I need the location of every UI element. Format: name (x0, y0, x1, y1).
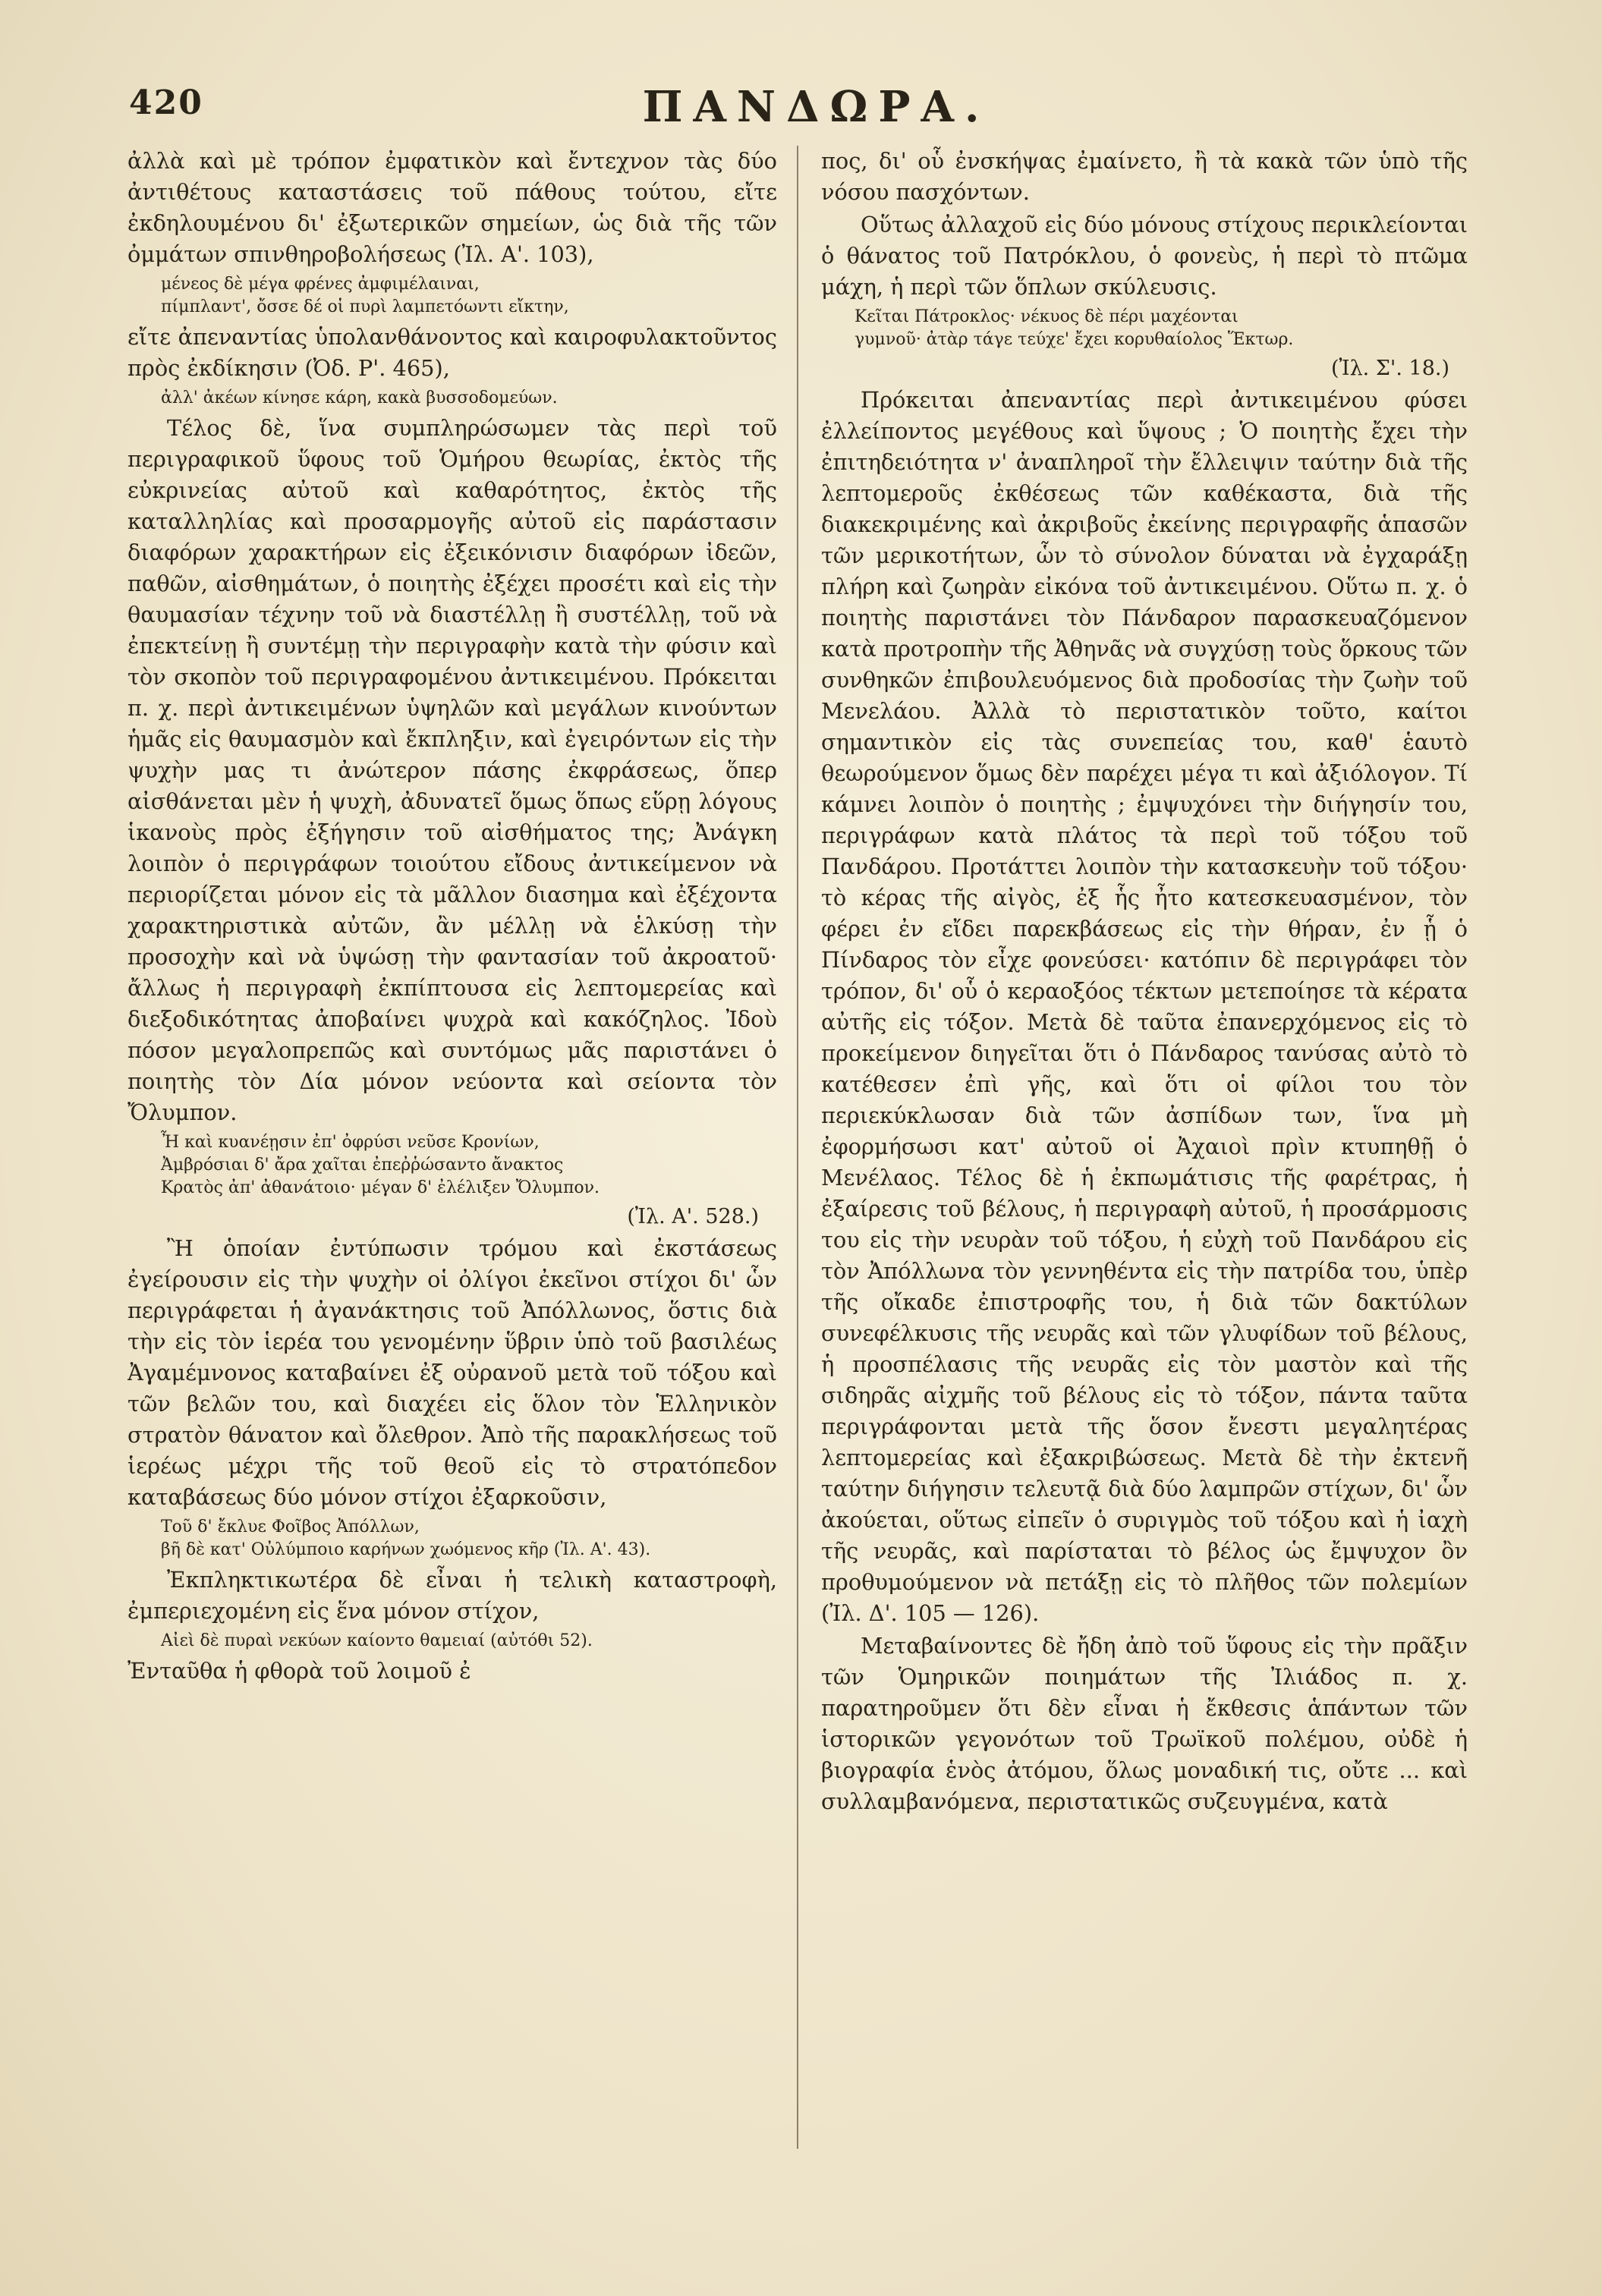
paragraph: Οὕτως ἀλλαχοῦ εἰς δύο μόνους στίχους περικλείονται ὁ θάνατος τοῦ Πατρόκλου, ὁ φονεὺς, ἡ περὶ τὸ πτῶμα μάχη, ἡ περὶ τῶν ὅπλων σκύλευσις. (821, 212, 1468, 300)
page-number: 420 (129, 83, 203, 122)
verse-quote (161, 1516, 777, 1562)
paragraph: πος, δι' οὗ ἐνσκήψας ἐμαίνετο, ἢ τὰ κακὰ τῶν ὑπὸ τῆς νόσου πασχόντων. (821, 148, 1468, 205)
paragraph: Μεταβαίνοντες δὲ ἤδη ἀπὸ τοῦ ὕφους εἰς τὴν πρᾶξιν τῶν Ὁμηρικῶν ποιημάτων τῆς Ἰλιάδος π. χ. παρατηροῦμεν ὅτι δὲν εἶναι ἡ ἔκθεσις ἁπάντων τῶν ἱστορικῶν γεγονότων τοῦ Τρωϊκοῦ πολέμου, οὐδὲ ἡ βιογραφία ἑνὸς ἀτόμου, ὅλως μοναδική τις, οὔτε ... καὶ συλλαμβανόμενα, περιστατικῶς συζευγμένα, κατὰ (821, 1633, 1468, 1814)
paragraph: Ἢ ὁποίαν ἐντύπωσιν τρόμου καὶ ἐκστάσεως ἐγείρουσιν εἰς τὴν ψυχὴν οἱ ὀλίγοι ἐκεῖνοι στίχοι δι' ὧν περιγράφεται ἡ ἀγανάκτησις τοῦ Ἀπόλλωνος, ὅστις διὰ τὴν εἰς τὸν ἱερέα του γενομένην ὕβριν ὑπὸ τοῦ βασιλέως Ἀγαμέμνονος καταβαίνει ἐξ οὐρανοῦ μετὰ τοῦ τόξου καὶ τῶν βελῶν του, καὶ διαχέει εἰς ὅλον τὸν Ἑλληνικὸν στρατὸν θάνατον καὶ ὄλεθρον. Ἀπὸ τῆς παρακλήσεως τοῦ ἱερέως μέχρι τῆς τοῦ θεοῦ εἰς τὸ στρατόπεδον καταβάσεως δύο μόνον στίχοι ἐξαρκοῦσιν, (127, 1235, 777, 1510)
verse-line: Τοῦ δ' ἔκλυε Φοῖβος Ἀπόλλων, (161, 1518, 420, 1536)
verse-line: Ἦ καὶ κυανέῃσιν ἐπ' ὀφρύσι νεῦσε Κρονίων, (161, 1133, 540, 1152)
paragraph: ἀλλὰ καὶ μὲ τρόπον ἐμφατικὸν καὶ ἔντεχνον τὰς δύο ἀντιθέτους καταστάσεις τοῦ πάθους τούτου, εἴτε ἐκδηλουμένου δι' ἐξωτερικῶν σημείων, ὡς διὰ τῆς τῶν ὀμμάτων σπινθηροβολήσεως (Ἰλ. Α'. 103), (127, 148, 777, 267)
verse-line: πίμπλαντ', ὄσσε δέ οἱ πυρὶ λαμπετόωντι εἴκτην, (161, 297, 569, 316)
verse-line: γυμνοῦ· ἀτὰρ τάγε τεύχε' ἔχει κορυθαίολος Ἕκτωρ. (855, 330, 1294, 349)
verse-line: Κρατὸς ἀπ' ἀθανάτοιο· μέγαν δ' ἐλέλιξεν Ὄλυμπον. (161, 1178, 600, 1197)
right-column (821, 146, 1468, 2179)
verse-line: μένεος δὲ μέγα φρένες ἀμφιμέλαιναι, (161, 275, 480, 294)
paragraph: Ἐκπληκτικωτέρα δὲ εἶναι ἡ τελικὴ καταστροφὴ, ἐμπεριεχομένη εἰς ἕνα μόνον στίχον, (127, 1567, 777, 1624)
citation: (Ἰλ. Α'. 528.) (627, 1205, 759, 1228)
page-header (121, 76, 1511, 144)
verse-line: Κεῖται Πάτροκλος· νέκυος δὲ πέρι μαχέονται (855, 307, 1238, 326)
paragraph: Πρόκειται ἀπεναντίας περὶ ἀντικειμένου φύσει ἐλλείποντος μεγέθους καὶ ὕψους ; Ὁ ποιητὴς ἔχει τὴν ἐπιτηδειότητα ν' ἀναπληροῖ τὴν ἔλλειψιν ταύτην διὰ τῆς λεπτομεροῦς ἐκθέσεως τῶν καθέκαστα, διὰ τῆς διακεκριμένης καὶ ἀκριβοῦς ἐκείνης περιγραφῆς ἁπασῶν τῶν μερικοτήτων, ὧν τὸ σύνολον δύναται νὰ ἐγχαράξῃ πλήρη καὶ ζωηρὰν εἰκόνα τοῦ ἀντικειμένου. Οὕτω π. χ. ὁ ποιητὴς παριστάνει τὸν Πάνδαρον παρασκευαζόμενον κατὰ προτροπὴν τῆς Ἀθηνᾶς νὰ συγχύσῃ τοὺς ὅρκους τῶν συνθηκῶν ἐπιβουλευόμενος διὰ προδοσίας τὴν ζωὴν τοῦ Μενελάου. Ἀλλὰ τὸ περιστατικὸν τοῦτο, καίτοι σημαντικὸν εἰς τὰς συνεπείας του, καθ' ἑαυτὸ θεωρούμενον ὅμως δὲν παρέχει μέγα τι καὶ ἀξιόλογον. Τί κάμνει λοιπὸν ὁ ποιητὴς ; ἐμψυχόνει τὴν διήγησίν του, περιγράφων κατὰ πλάτος τὰ περὶ τοῦ τόξου τοῦ Πανδάρου. Προτάττει λοιπὸν τὴν κατασκευὴν τοῦ τόξου· τὸ κέρας τῆς αἰγὸς, ἐξ ἧς ἦτο κατεσκευασμένον, τὸν φέρει ἐν εἴδει παρεκβάσεως εἰς τὴν θήραν, ἐν ᾗ ὁ Πίνδαρος τὸν εἶχε φονεύσει· κατόπιν δὲ περιγράφει τὸν τρόπον, δι' οὗ ὁ κεραοξόος τέκτων μετεποίησε τὰ κέρατα αὐτῆς εἰς τόξον. Μετὰ δὲ ταῦτα ἐπανερχόμενος εἰς τὸ προκείμενον διηγεῖται ὅτι ὁ Πάνδαρος τανύσας αὐτὸ τὸ κατέθεσεν ἐπὶ γῆς, καὶ ὅτι οἱ φίλοι του τὸν περιεκύκλωσαν διὰ τῶν ἀσπίδων των, ἵνα μὴ ἐφορμήσωσι κατ' αὐτοῦ οἱ Ἀχαιοὶ πρὶν κτυπηθῇ ὁ Μενέλαος. Τέλος δὲ ἡ ἐκπωμάτισις τῆς φαρέτρας, ἡ ἐξαίρεσις τοῦ βέλους, ἡ περιγραφὴ αὐτοῦ, ἡ προσάρμοσις του εἰς τὴν νευρὰν τοῦ τόξου, ἡ εὐχὴ τοῦ Πανδάρου εἰς τὸν Ἀπόλλωνα τὸν γεννηθέντα εἰς τὴν πατρίδα του, ὑπὲρ τῆς οἴκαδε ἐπιστροφῆς του, ἡ διὰ τῶν δακτύλων συνεφέλκυσις τῆς νευρᾶς καὶ τῶν γλυφίδων τοῦ βέλους, ἡ προσπέλασις τῆς νευρᾶς εἰς τὸν μαστὸν καὶ τῆς σιδηρᾶς αἰχμῆς τοῦ βέλους εἰς τὸ τόξον, πάντα ταῦτα περιγράφονται μετὰ τῆς ὅσον ἔνεστι μεγαλητέρας λεπτομερείας καὶ ἐξακριβώσεως. Μετὰ δὲ τὴν ἐκτενῆ ταύτην διήγησιν τελευτᾷ διὰ δύο λαμπρῶν στίχων, δι' ὧν ἀκούεται, οὕτως εἰπεῖν ὁ συριγμὸς τοῦ τόξου καὶ ἡ ἰαχὴ τῆς νευρᾶς, καὶ παρίσταται τὸ βέλος ὡς ἔμψυχον ὂν προθυμούμενον νὰ πετάξῃ εἰς τὸ πλῆθος τῶν πολεμίων (Ἰλ. Δ'. 105 — 126). (821, 387, 1468, 1626)
verse-quote (855, 306, 1468, 351)
left-column (127, 146, 777, 2179)
verse-quote (161, 1131, 777, 1200)
verse-line: Αἰεὶ δὲ πυραὶ νεκύων καίοντο θαμειαί (αὐτόθι 52). (161, 1631, 593, 1650)
citation: (Ἰλ. Σ'. 18.) (1330, 357, 1449, 380)
verse-line: Ἀμβρόσιαι δ' ἄρα χαῖται ἐπεῤῥώσαντο ἄνακτος (161, 1156, 564, 1175)
paragraph: Ἐνταῦθα ἡ φθορὰ τοῦ λοιμοῦ ἐ (127, 1658, 471, 1684)
column-divider (797, 146, 798, 2149)
paragraph: Τέλος δὲ, ἵνα συμπληρώσωμεν τὰς περὶ τοῦ περιγραφικοῦ ὕφους τοῦ Ὁμήρου θεωρίας, ἐκτὸς τῆς εὐκρινείας αὐτοῦ καὶ καθαρότητος, ἐκτὸς τῆς καταλληλίας καὶ προσαρμογῆς αὐτοῦ εἰς παράστασιν διαφόρων χαρακτήρων εἰς ἐξεικόνισιν διαφόρων ἰδεῶν, παθῶν, αἰσθημάτων, ὁ ποιητὴς ἐξέχει προσέτι καὶ εἰς τὴν θαυμασίαν τέχνην τοῦ νὰ διαστέλλῃ ἢ συστέλλῃ, τοῦ νὰ ἐπεκτείνῃ ἢ συντέμῃ τὴν περιγραφὴν κατὰ τὴν φύσιν καὶ τὸν σκοπὸν τοῦ περιγραφομένου ἀντικειμένου. Πρόκειται π. χ. περὶ ἀντικειμένων ὑψηλῶν καὶ μεγάλων κινούντων ἡμᾶς εἰς θαυμασμὸν καὶ ἔκπληξιν, καὶ ἐγειρόντων εἰς τὴν ψυχὴν μας τι ἀνώτερον πάσης ἐκφράσεως, ὅπερ αἰσθάνεται μὲν ἡ ψυχὴ, ἀδυνατεῖ ὅμως ὅπως εὕρῃ λόγους ἱκανοὺς πρὸς ἐξήγησιν τοῦ αἰσθήματος της; Ἀνάγκη λοιπὸν ὁ περιγράφων τοιούτου εἴδους ἀντικείμενον νὰ περιορίζεται μόνον εἰς τὰ μᾶλλον διασημα καὶ ἐξέχοντα χαρακτηριστικὰ αὐτῶν, ἂν μέλλῃ νὰ ἑλκύσῃ τὴν προσοχὴν καὶ νὰ ὑψώσῃ τὴν φαντασίαν τοῦ ἀκροατοῦ· ἄλλως ἡ περιγραφὴ ἐκπίπτουσα εἰς λεπτομερείας καὶ διεξοδικότητας ἀποβαίνει ψυχρὰ καὶ κακόζηλος. Ἰδοὺ πόσον μεγαλοπρεπῶς καὶ συντόμως μᾶς παριστάνει ὁ ποιητὴς τὸν Δία μόνον νεύοντα καὶ σείοντα τὸν Ὄλυμπον. (127, 415, 777, 1125)
verse-quote (161, 387, 777, 410)
running-title: ΠΑΝΔΩΡΑ. (642, 82, 990, 132)
verse-line: ἀλλ' ἀκέων κίνησε κάρη, κακὰ βυσσοδομεύων. (161, 388, 558, 407)
paragraph: εἴτε ἀπεναντίας ὑπολανθάνοντος καὶ καιροφυλακτοῦντος πρὸς ἐκδίκησιν (Ὀδ. Ρ'. 465), (127, 324, 777, 381)
verse-line: βῆ δὲ κατ' Οὐλύμποιο καρήνων χωόμενος κῆρ (Ἰλ. Α'. 43). (161, 1540, 651, 1559)
verse-quote (161, 1630, 777, 1653)
verse-quote (161, 273, 777, 319)
